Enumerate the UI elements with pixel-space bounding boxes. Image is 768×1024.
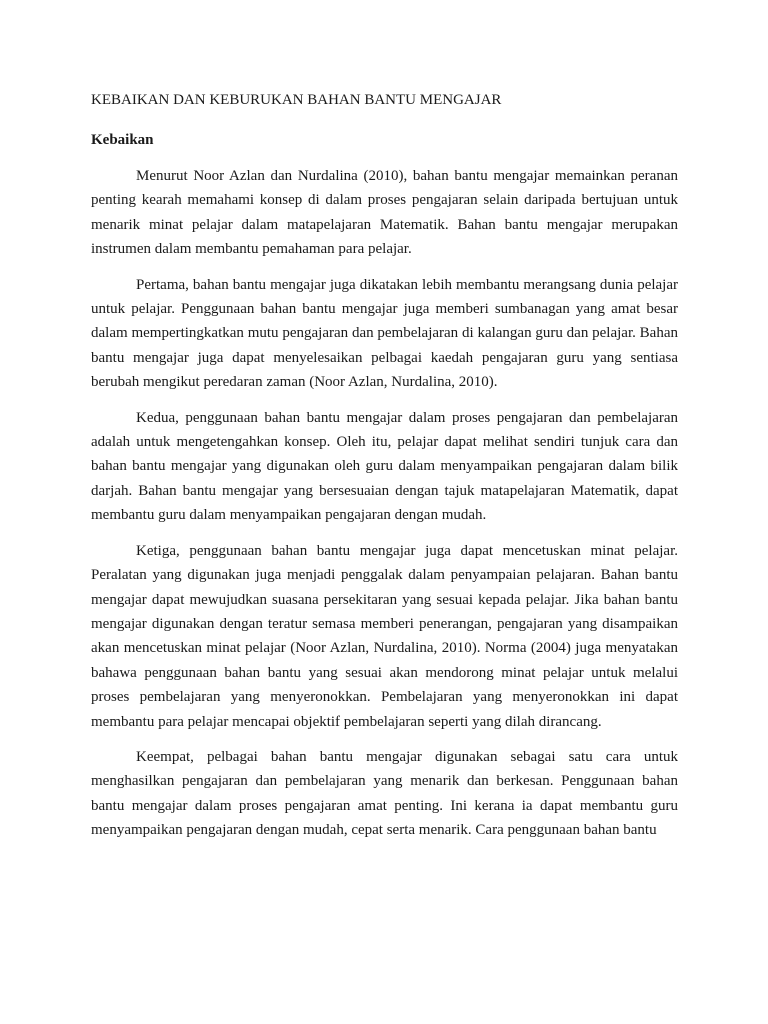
document-title: KEBAIKAN DAN KEBURUKAN BAHAN BANTU MENGAJAR [91,92,502,108]
paragraph-intro: Menurut Noor Azlan dan Nurdalina (2010), bahan bantu mengajar memainkan peranan penting kearah memahami konsep di dalam proses pengajaran selain daripada bertujuan untuk menarik minat pelajar dalam matapelajaran Matematik. Bahan bantu mengajar merupakan instrumen dalam membantu pemahaman para pelajar. [91,168,678,258]
document-body [91,88,678,854]
paragraph-pertama: Pertama, bahan bantu mengajar juga dikatakan lebih membantu merangsang dunia pelajar untuk pelajar. Penggunaan bahan bantu mengajar juga memberi sumbanagan yang amat besar dalam mempertingkatkan mutu pengajaran dan pembelajaran di kalangan guru dan pelajar. Bahan bantu mengajar juga dapat menyelesaikan pelbagai kaedah pengajaran guru yang sentiasa berubah mengikut peredaran zaman (Noor Azlan, Nurdalina, 2010). [91,276,678,391]
section-heading-kebaikan: Kebaikan [91,132,154,148]
paragraph-keempat: Keempat, pelbagai bahan bantu mengajar digunakan sebagai satu cara untuk menghasilkan pengajaran dan pembelajaran yang menarik dan berkesan. Penggunaan bahan bantu mengajar dalam proses pengajaran amat penting. Ini kerana ia dapat membantu guru menyampaikan pengajaran dengan mudah, cepat serta menarik. Cara penggunaan bahan bantu [91,748,678,839]
paragraph-kedua: Kedua, penggunaan bahan bantu mengajar dalam proses pengajaran dan pembelajaran adalah untuk mengetengahkan konsep. Oleh itu, pelajar dapat melihat sendiri tunjuk cara dan bahan bantu mengajar yang digunakan oleh guru dalam menyampaikan pengajaran dalam bilik darjah. Bahan bantu mengajar yang bersesuaian dengan tajuk matapelajaran Matematik, dapat membantu guru dalam menyampaikan pengajaran dengan mudah. [91,409,678,524]
paragraph-ketiga: Ketiga, penggunaan bahan bantu mengajar juga dapat mencetuskan minat pelajar. Peralatan yang digunakan juga menjadi penggalak dalam penyampaian pelajaran. Bahan bantu mengajar dapat mewujudkan suasana persekitaran yang sesuai kepada pelajar. Jika bahan bantu mengajar digunakan dengan teratur semasa memberi penerangan, pengajaran yang disampaikan akan mencetuskan minat pelajar (Noor Azlan, Nurdalina, 2010). Norma (2004) juga menyatakan bahawa penggunaan bahan bantu yang sesuai akan mendorong minat pelajar untuk melalui proses pembelajaran yang menyeronokkan. Pembelajaran yang menyeronokkan ini dapat membantu para pelajar mencapai objektif pembelajaran seperti yang dilah dirancang. [91,542,678,730]
